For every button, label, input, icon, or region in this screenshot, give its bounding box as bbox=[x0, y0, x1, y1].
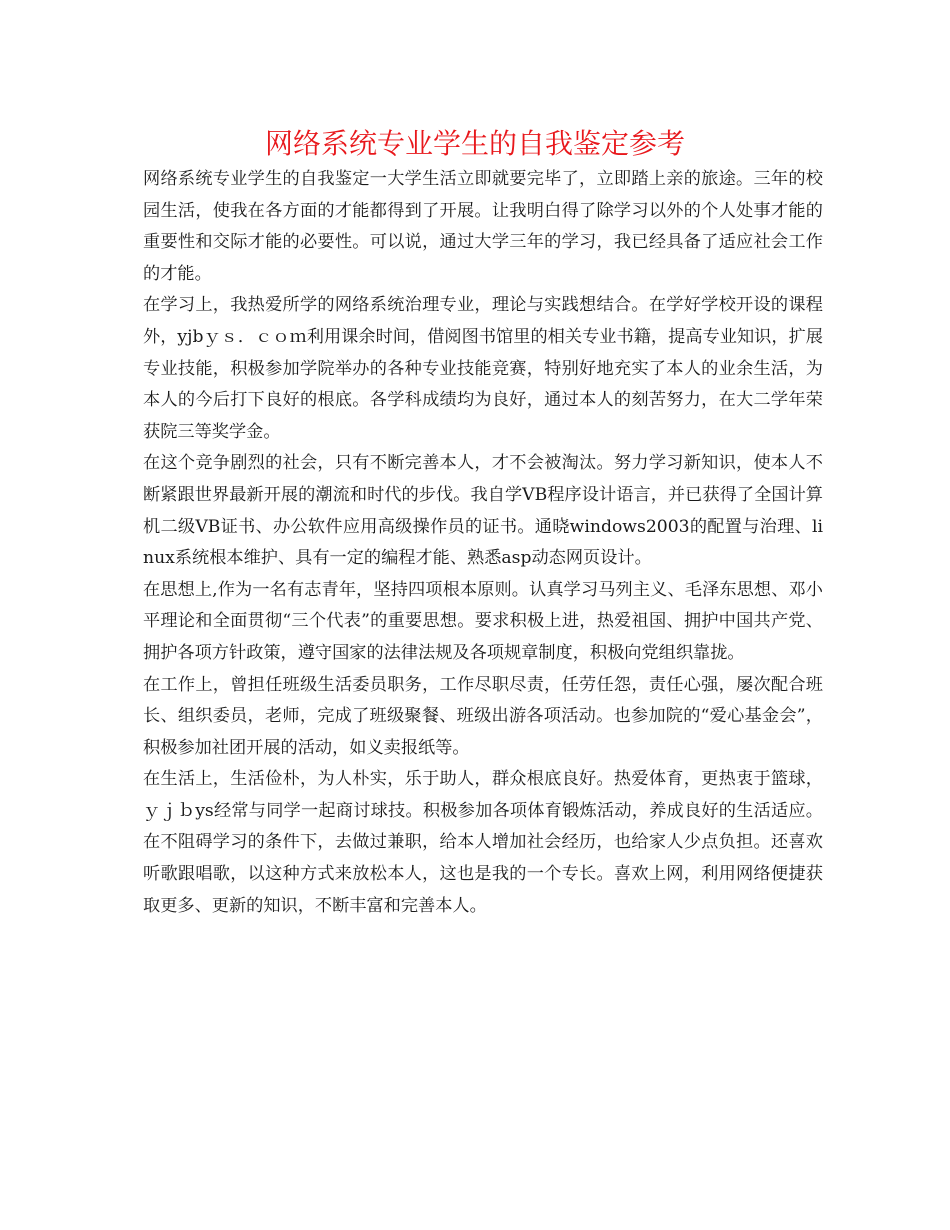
paragraph-intro: 网络系统专业学生的自我鉴定一大学生活立即就要完毕了，立即踏上亲的旅途。三年的校园生活，使我在各方面的才能都得到了开展。让我明白得了除学习以外的个人处事才能的重要性和交际才能的必要性。可以说，通过大学三年的学习，我已经具备了适应社会工作的才能。 bbox=[143, 169, 823, 284]
paragraph-self-improvement: 在这个竞争剧烈的社会，只有不断完善本人，才不会被淘汰。努力学习新知识，使本人不断紧跟世界最新开展的潮流和时代的步伐。我自学VB程序设计语言，并已获得了全国计算机二级VB证书、办公软件应用高级操作员的证书。通晓windows2003的配置与治理、linux系统根本维护、具有一定的编程才能、熟悉asp动态网页设计。 bbox=[143, 453, 823, 569]
paragraph-thought: 在思想上,作为一名有志青年，坚持四项根本原则。认真学习马列主义、毛泽东思想、邓小平理论和全面贯彻“三个代表”的重要思想。要求积极上进，热爱祖国、拥护中国共产党、拥护各项方针政策，遵守国家的法律法规及各项规章制度，积极向党组织靠拢。 bbox=[143, 579, 823, 663]
paragraph-work: 在工作上，曾担任班级生活委员职务，工作尽职尽责，任劳任怨，责任心强，屡次配合班长、组织委员，老师，完成了班级聚餐、班级出游各项活动。也参加院的“爱心基金会”，积极参加社团开展的活动，如义卖报纸等。 bbox=[143, 674, 823, 758]
document-title: 网络系统专业学生的自我鉴定参考 bbox=[264, 127, 685, 160]
paragraph-life: 在生活上，生活俭朴，为人朴实，乐于助人，群众根底良好。热爱体育，更热衷于篮球，ｙｊｂys经常与同学一起商讨球技。积极参加各项体育锻炼活动，养成良好的生活适应。在不阻碍学习的条件下，去做过兼职，给本人增加社会经历，也给家人少点负担。还喜欢听歌跟唱歌，以这种方式来放松本人，这也是我的一个专长。喜欢上网，利用网络便捷获取更多、更新的知识，不断丰富和完善本人。 bbox=[143, 769, 823, 916]
document-body bbox=[143, 164, 823, 922]
paragraph-study: 在学习上，我热爱所学的网络系统治理专业，理论与实践想结合。在学好学校开设的课程外，yjbｙｓ．ｃｏｍ利用课余时间，借阅图书馆里的相关专业书籍，提高专业知识，扩展专业技能，积极参加学院举办的各种专业技能竞赛，特别好地充实了本人的业余生活，为本人的今后打下良好的根底。各学科成绩均为良好，通过本人的刻苦努力，在大二学年荣获院三等奖学金。 bbox=[143, 295, 823, 442]
